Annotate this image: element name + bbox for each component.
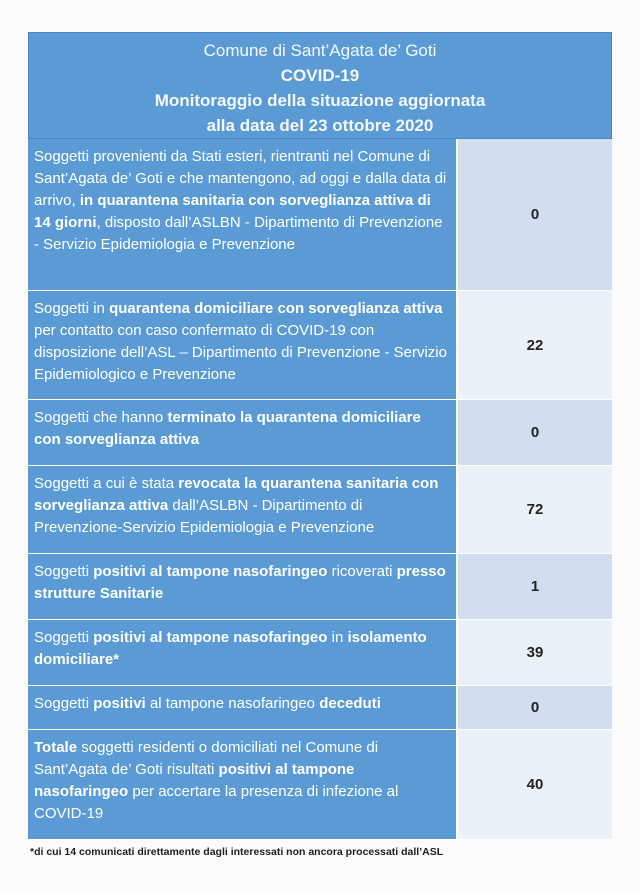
label-emphasis: Totale	[34, 739, 78, 756]
label-emphasis: terminato la quarantena domiciliare con sorveglianza attiva	[34, 409, 421, 448]
label-text: Soggetti che hanno	[34, 409, 168, 426]
label-text: ricoverati	[327, 563, 397, 580]
table-header	[28, 32, 612, 139]
table-row	[28, 291, 612, 400]
table-row	[28, 554, 612, 620]
label-text: al tampone nasofaringeo	[145, 695, 320, 712]
label-emphasis: deceduti	[319, 695, 381, 712]
label-text: per accertare la presenza di infezione al COVID-19	[34, 783, 399, 822]
label-text: Soggetti	[34, 629, 94, 646]
row-value: 72	[458, 466, 612, 553]
row-label	[28, 466, 458, 553]
row-label	[28, 291, 458, 399]
header-covid: COVID-19	[280, 66, 360, 85]
row-label	[28, 400, 458, 465]
table-row	[28, 686, 612, 730]
label-emphasis: in quarantena sanitaria con sorveglianza attiva di 14 giorni	[34, 192, 431, 231]
label-emphasis: presso strutture Sanitarie	[34, 563, 446, 602]
report-table	[28, 32, 612, 840]
label-text: per contatto con caso confermato di COVID-19 con disposizione dell’ASL – Dipartimento di Prevenzione - Servizio Epidemiologico e Prevenzione	[34, 322, 447, 383]
label-emphasis: isolamento domiciliare*	[34, 629, 427, 668]
row-value: 39	[458, 620, 612, 685]
footnote: *di cui 14 comunicati direttamente dagli interessati non ancora processati dall’ASL	[30, 846, 444, 858]
table-row	[28, 730, 612, 840]
municipality-name: Comune di Sant’Agata de’ Goti	[203, 41, 437, 60]
table-row	[28, 139, 612, 291]
row-value: 0	[458, 400, 612, 465]
label-text: soggetti residenti o domiciliati nel Comune di Sant’Agata de’ Goti risultati	[34, 739, 379, 778]
label-emphasis: revocata la quarantena sanitaria con sorveglianza attiva	[34, 475, 439, 514]
table-row	[28, 620, 612, 686]
label-text: Soggetti in	[34, 300, 110, 317]
table-row	[28, 400, 612, 466]
row-label	[28, 620, 458, 685]
label-text: Soggetti provenienti da Stati esteri, rientranti nel Comune di Sant’Agata de’ Goti e che mantengono, ad oggi e dalla data di arrivo,	[34, 148, 447, 209]
header-monitoring: Monitoraggio della situazione aggiornata	[154, 91, 486, 110]
label-text: , disposto dall’ASLBN - Dipartimento di Prevenzione - Servizio Epidemiologia e Prevenzione	[34, 214, 443, 253]
label-text: Soggetti	[34, 563, 94, 580]
row-label	[28, 730, 458, 839]
row-label	[28, 686, 458, 729]
row-value: 40	[458, 730, 612, 839]
header-date: alla data del 23 ottobre 2020	[206, 116, 434, 135]
table-row	[28, 466, 612, 554]
label-emphasis: positivi	[93, 695, 146, 712]
label-emphasis: positivi al tampone nasofaringeo	[34, 761, 355, 800]
row-value: 0	[458, 686, 612, 729]
row-value: 1	[458, 554, 612, 619]
row-label	[28, 139, 458, 290]
label-text: Soggetti a cui è stata	[34, 475, 179, 492]
label-text: Soggetti	[34, 695, 94, 712]
label-text: dall’ASLBN - Dipartimento di Prevenzione-Servizio Epidemiologia e Prevenzione	[34, 497, 375, 536]
row-label	[28, 554, 458, 619]
row-value: 22	[458, 291, 612, 399]
label-emphasis: positivi al tampone nasofaringeo	[93, 563, 328, 580]
label-emphasis: quarantena domiciliare con sorveglianza attiva	[109, 300, 443, 317]
label-emphasis: positivi al tampone nasofaringeo	[93, 629, 328, 646]
row-value: 0	[458, 139, 612, 290]
label-text: in	[327, 629, 348, 646]
